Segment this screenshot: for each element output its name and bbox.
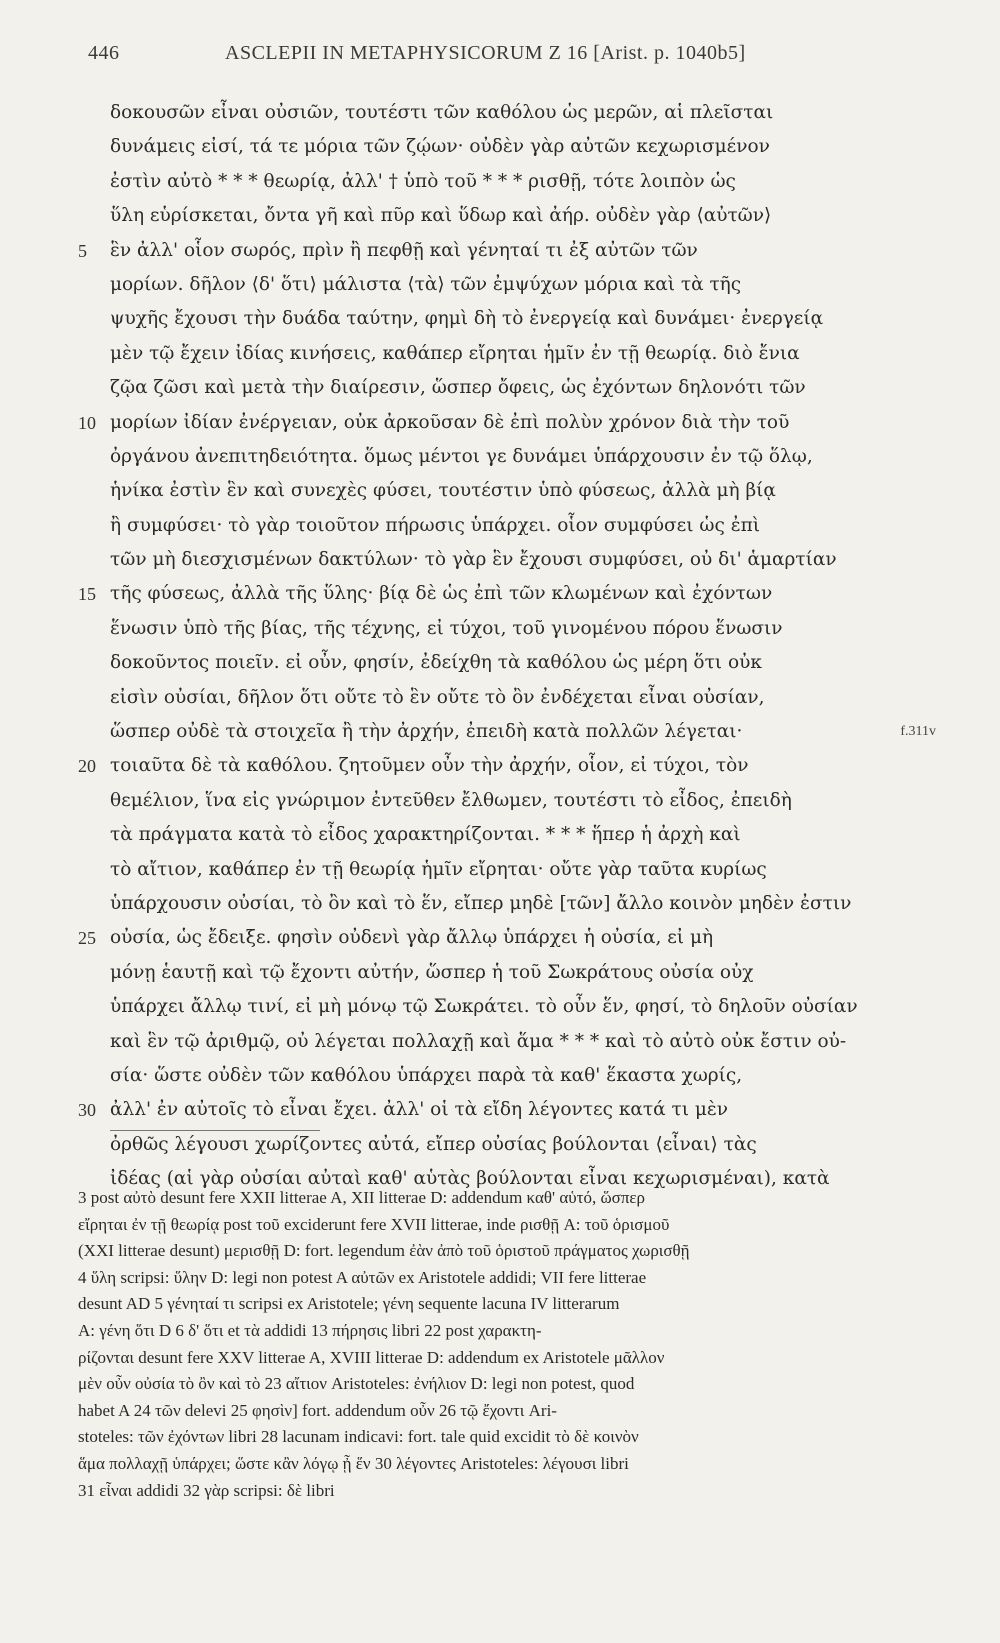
line-number: 10 [78, 412, 96, 433]
text-line [110, 302, 910, 336]
apparatus-line: 4 ὕλη scripsi: ὕλην D: legi non potest A αὐτῶν ex Aristotele addidi; VII fere litterae [78, 1267, 647, 1287]
line-text: ἢ συμφύσει· τὸ γὰρ τοιοῦτον πήρωσις ὑπάρχει. οἷον συμφύσει ὡς ἐπὶ [110, 514, 761, 536]
text-line [110, 96, 910, 130]
apparatus-line: ρίζονται desunt fere XXV litterae A, XVIII litterae D: addendum ex Aristotele μᾶλλον [78, 1347, 665, 1367]
text-line [110, 853, 910, 887]
text-line [78, 406, 910, 440]
line-text: τῆς φύσεως, ἀλλὰ τῆς ὕλης· βίᾳ δὲ ὡς ἐπὶ τῶν κλωμένων καὶ ἐχόντων [110, 583, 773, 605]
line-text: σία· ὥστε οὐδὲν τῶν καθόλου ὑπάρχει παρὰ τὰ καθ' ἕκαστα χωρίς, [110, 1064, 743, 1086]
text-line [110, 887, 910, 921]
text-line [110, 1059, 910, 1093]
line-text: ἡνίκα ἐστὶν ἓν καὶ συνεχὲς φύσει, τουτέστιν ὑπὸ φύσεως, ἀλλὰ μὴ βίᾳ [110, 480, 776, 502]
line-text: ἀλλ' ἐν αὐτοῖς τὸ εἶναι ἔχει. ἀλλ' οἱ τὰ εἴδη λέγοντες κατά τι μὲν [110, 1099, 729, 1121]
line-text: δυνάμεις εἰσί, τά τε μόρια τῶν ζῴων· οὐδὲν γὰρ αὐτῶν κεχωρισμένον [110, 136, 770, 158]
line-number: 15 [78, 584, 96, 605]
text-line [110, 646, 910, 680]
text-line [110, 509, 910, 543]
line-text: οὐσία, ὡς ἔδειξε. φησὶν οὐδενὶ γὰρ ἄλλῳ ὑπάρχει ἡ οὐσία, εἰ μὴ [110, 927, 714, 949]
text-line [110, 130, 910, 164]
line-text: τοιαῦτα δὲ τὰ καθόλου. ζητοῦμεν οὖν τὴν ἀρχήν, οἷον, εἰ τύχοι, τὸν [110, 755, 749, 777]
text-line [78, 1093, 910, 1127]
folio-marker: f.311v [900, 724, 936, 740]
apparatus-line: 3 post αὐτὸ desunt fere XXII litterae A, XII litterae D: addendum καθ' αὑτό, ὥσπερ [78, 1188, 646, 1207]
line-text: τῶν μὴ διεσχισμένων δακτύλων· τὸ γὰρ ἓν ἔχουσι συμφύσει, οὐ δι' ἁμαρτίαν [110, 549, 837, 571]
line-number: 5 [78, 240, 87, 261]
text-line [110, 818, 910, 852]
text-line [110, 543, 910, 577]
text-line [110, 165, 910, 199]
line-text: θεμέλιον, ἵνα εἰς γνώριμον ἐντεῦθεν ἔλθωμεν, τουτέστι τὸ εἶδος, ἐπειδὴ [110, 789, 792, 811]
apparatus-line: μὲν οὖν οὐσία τὸ ὂν καὶ τὸ 23 αἴτιον Aristoteles: ἐνήλιον D: legi non potest, quod [78, 1374, 635, 1394]
text-line [110, 1025, 910, 1059]
text-line [110, 956, 910, 990]
line-text: ψυχῆς ἔχουσι τὴν δυάδα ταύτην, φημὶ δὴ τὸ ἐνεργείᾳ καὶ δυνάμει· ἐνεργείᾳ [110, 308, 824, 330]
line-number: 20 [78, 756, 96, 777]
text-line [78, 921, 910, 955]
line-number: 25 [78, 928, 96, 949]
text-line [110, 612, 910, 646]
apparatus-line: stoteles: τῶν ἐχόντων libri 28 lacunam indicavi: fort. tale quid excidit τὸ δὲ κοινὸν [78, 1427, 639, 1447]
line-text: μορίων ἰδίαν ἐνέργειαν, οὐκ ἀρκοῦσαν δὲ ἐπὶ πολὺν χρόνον διὰ τὴν τοῦ [110, 411, 790, 433]
line-text: δοκουσῶν εἶναι οὐσιῶν, τουτέστι τῶν καθόλου ὡς μερῶν, αἱ πλεῖσται [110, 102, 774, 123]
text-line [78, 234, 910, 268]
apparatus-line: (XXI litterae desunt) μερισθῇ D: fort. legendum ἐὰν ἀπὸ τοῦ ὁριστοῦ πράγματος χωρισθῇ [78, 1241, 690, 1261]
critical-apparatus [78, 1185, 908, 1504]
line-text: ζῷα ζῶσι καὶ μετὰ τὴν διαίρεσιν, ὥσπερ ὄφεις, ὡς ἐχόντων δηλονότι τῶν [110, 377, 806, 399]
line-text: ὑπάρχει ἄλλῳ τινί, εἰ μὴ μόνῳ τῷ Σωκράτει. τὸ οὖν ἕν, φησί, τὸ δηλοῦν οὐσίαν [110, 996, 858, 1018]
footnote-divider [110, 1130, 320, 1131]
apparatus-line: habet A 24 τῶν delevi 25 φησὶν] fort. addendum οὖν 26 τῷ ἔχοντι Ari- [78, 1400, 557, 1420]
line-text: ὥσπερ οὐδὲ τὰ στοιχεῖα ἢ τὴν ἀρχήν, ἐπειδὴ κατὰ πολλῶν λέγεται· [110, 721, 743, 743]
text-line [110, 337, 910, 371]
line-text: ὑπάρχουσιν οὐσίαι, τὸ ὂν καὶ τὸ ἕν, εἴπερ μηδὲ [τῶν] ἄλλο κοινὸν μηδὲν ἐστιν [110, 892, 852, 914]
apparatus-line: desunt AD 5 γένηταί τι scripsi ex Aristotele; γένη sequente lacuna IV litterarum [78, 1294, 620, 1314]
text-line [78, 577, 910, 611]
apparatus-line: A: γένη ὅτι D 6 δ' ὅτι et τὰ addidi 13 πήρησις libri 22 post χαρακτη- [78, 1320, 542, 1340]
apparatus-line: ἅμα πολλαχῇ ὑπάρχει; ὥστε κἂν λόγῳ ᾖ ἕν 30 λέγοντες Aristoteles: λέγουσι libri [78, 1453, 629, 1473]
text-line [110, 990, 910, 1024]
text-line [110, 1128, 910, 1162]
line-text: μὲν τῷ ἔχειν ἰδίας κινήσεις, καθάπερ εἴρηται ἡμῖν ἐν τῇ θεωρίᾳ. διὸ ἔνια [110, 342, 800, 364]
line-text: μορίων. δῆλον ⟨δ' ὅτι⟩ μάλιστα ⟨τὰ⟩ τῶν ἐμψύχων μόρια καὶ τὰ τῆς [110, 273, 742, 295]
line-text: καὶ ἓν τῷ ἀριθμῷ, οὐ λέγεται πολλαχῇ καὶ ἅμα * * * καὶ τὸ αὐτὸ οὐκ ἔστιν οὐ- [110, 1030, 847, 1052]
main-text [78, 96, 936, 1197]
line-text: τὸ αἴτιον, καθάπερ ἐν τῇ θεωρίᾳ ἡμῖν εἴρηται· οὔτε γὰρ ταῦτα κυρίως [110, 858, 767, 880]
line-text: ὀργάνου ἀνεπιτηδειότητα. ὅμως μέντοι γε δυνάμει ὑπάρχουσιν ἐν τῷ ὅλῳ, [110, 445, 813, 467]
text-line [78, 749, 910, 783]
text-line [110, 784, 910, 818]
text-line [110, 474, 910, 508]
line-text: ἐστὶν αὐτὸ * * * θεωρίᾳ, ἀλλ' † ὑπὸ τοῦ * * * ρισθῇ, τότε λοιπὸν ὡς [110, 170, 736, 192]
text-line [110, 715, 936, 749]
page-number: 446 [88, 42, 120, 64]
line-text: ὕλη εὑρίσκεται, ὄντα γῆ καὶ πῦρ καὶ ὕδωρ καὶ ἀήρ. οὐδὲν γὰρ ⟨αὐτῶν⟩ [110, 205, 772, 227]
line-text: εἰσὶν οὐσίαι, δῆλον ὅτι οὔτε τὸ ἓν οὔτε τὸ ὂν ἐνδέχεται εἶναι οὐσίαν, [110, 686, 765, 708]
line-text: ὀρθῶς λέγουσι χωρίζοντες αὐτά, εἴπερ οὐσίας βούλονται ⟨εἶναι⟩ τὰς [110, 1133, 757, 1155]
line-text: ἓν ἀλλ' οἷον σωρός, πρὶν ἢ πεφθῇ καὶ γένηταί τι ἐξ αὐτῶν τῶν [110, 239, 698, 261]
line-text: ἰδέας (αἱ γὰρ οὐσίαι αὐταὶ καθ' αὑτὰς βούλονται εἶναι κεχωρισμέναι), κατὰ [110, 1168, 830, 1190]
line-text: τὰ πράγματα κατὰ τὸ εἶδος χαρακτηρίζονται. * * * ἥπερ ἡ ἀρχὴ καὶ [110, 824, 741, 846]
apparatus-line: 31 εἶναι addidi 32 γὰρ scripsi: δὲ libri [78, 1480, 335, 1500]
apparatus-line: εἴρηται ἐν τῇ θεωρίᾳ post τοῦ exciderunt fere XVII litterae, inde ρισθῇ A: τοῦ ὁρισμοῦ [78, 1214, 670, 1234]
line-text: ἕνωσιν ὑπὸ τῆς βίας, τῆς τέχνης, εἰ τύχοι, τοῦ γινομένου πόρου ἕνωσιν [110, 617, 783, 639]
text-line [110, 681, 910, 715]
text-line [110, 199, 910, 233]
line-text: μόνῃ ἑαυτῇ καὶ τῷ ἔχοντι αὐτήν, ὥσπερ ἡ τοῦ Σωκράτους οὐσία οὐχ [110, 961, 754, 983]
text-line [110, 440, 910, 474]
running-title: ASCLEPII IN METAPHYSICORUM Z 16 [Arist. p. 1040b5] [225, 42, 746, 64]
line-number: 30 [78, 1100, 96, 1121]
text-line [110, 371, 910, 405]
text-line [110, 268, 910, 302]
line-text: δοκοῦντος ποιεῖν. εἰ οὖν, φησίν, ἐδείχθη τὰ καθόλου ὡς μέρη ὅτι οὐκ [110, 652, 762, 674]
